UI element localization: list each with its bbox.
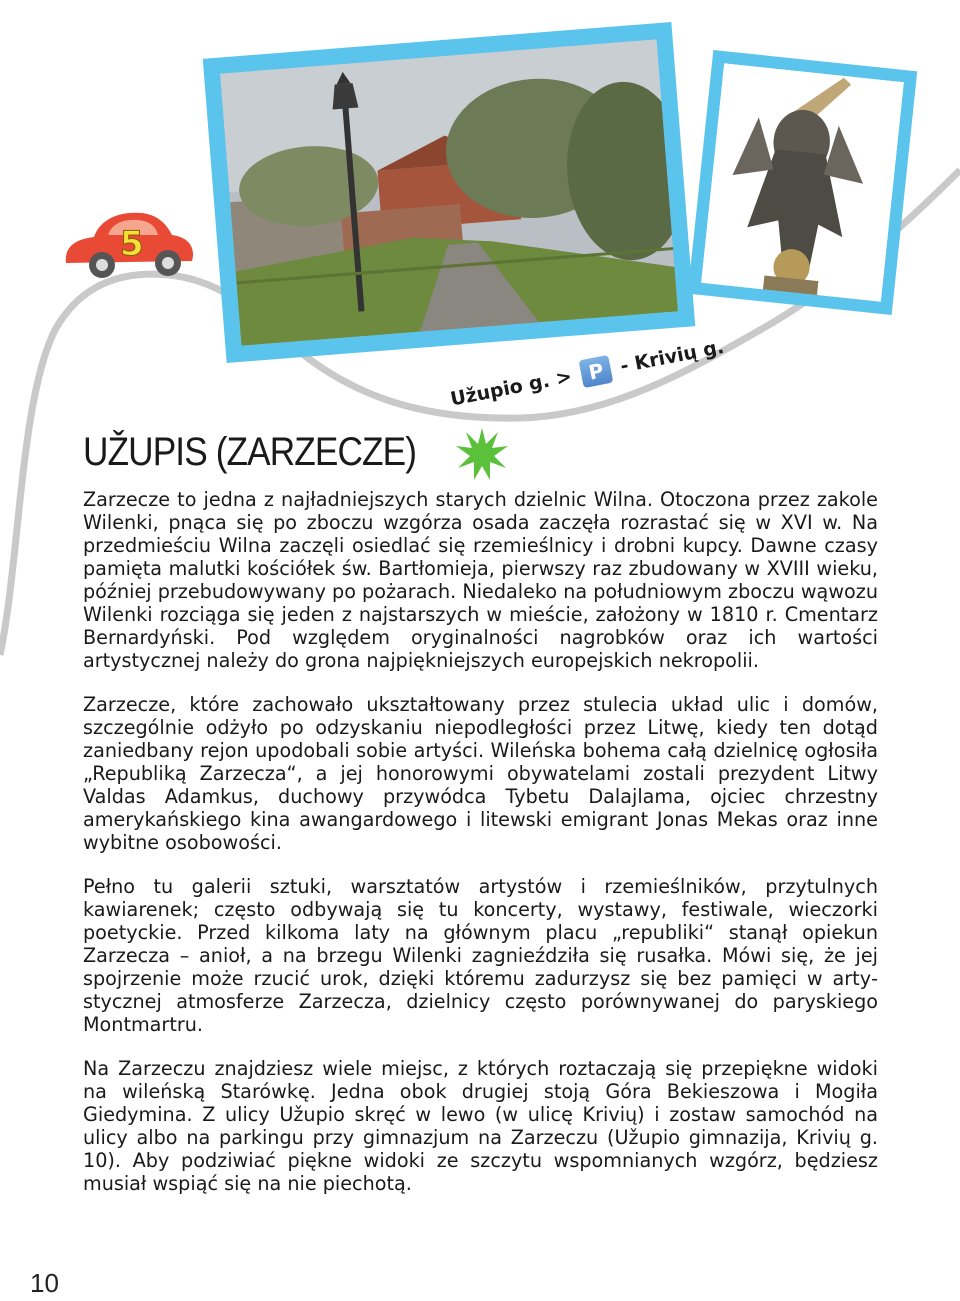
article-body xyxy=(83,488,878,1216)
photo-street-frame xyxy=(203,22,695,363)
star-icon xyxy=(454,426,510,482)
photo-angel-frame xyxy=(688,50,917,315)
paragraph: Na Zarzeczu znajdziesz wiele miejsc, z których roztaczają się przepiękne widoki na wileńską Starówkę. Jedna obok drugiej stoją Góra Bekieszowa i Mogiła Giedymina. Z ulicy Užupio skręć w lewo (w ulicę Krivių) i zostaw samochód na ulicy albo na parkingu przy gimnazjum na Zarzeczu (Užupio gimnazija, Krivių g. 10). Aby podziwiać piękne widoki ze szczytu wspomnianych wzgórz, będziesz musiał wspiąć się na nie piechotą. xyxy=(83,1057,878,1195)
paragraph: Zarzecze, które zachowało ukształtowany przez stulecia układ ulic i domów, szczególnie odżyło po odzyskaniu niepodległości przez Litwę, kiedy ten dotąd zaniedbany rejon upodobali sobie artyści. Wileńska bohema całą dzielnicę ogłosiła „Republiką Zarzecza“, a jej honorowymi obywatelami zostali prezydent Litwy Valdas Adamkus, duchowy przywódca Tybetu Dalajlama, ojciec chrzestny amerykańskiego kina awangardowego i litewski emigrant Jonas Mekas oraz inne wybitne osobowości. xyxy=(83,693,878,854)
title-row xyxy=(83,422,510,482)
page-number: 10 xyxy=(30,1268,59,1298)
angel-statue-photo xyxy=(701,63,904,302)
page-title: UŽUPIS (ZARZECZE) xyxy=(83,429,417,474)
paragraph: Zarzecze to jedna z najładniejszych starych dzielnic Wilna. Otoczona przez zakole Wilenki, pnąca się po zboczu wzgórza osada zaczęła rozrastać się w XVI w. Na przedmieściu Wilna zaczęli osiedlać się rzemieślnicy i drobni kupcy. Dawne czasy pamięta malutki kościółek św. Bartłomieja, pierwszy raz zbudowany w XVIII wieku, później przebudowywany po pożarach. Niedaleko na południowym zboczu wąwozu Wilenki rozciąga się jeden z najstarszych w mieście, założony w 1810 r. Cmentarz Bernardyński. Pod względem oryginalności nagrobków oraz ich wartości artystycznej należy do grona najpiękniejszych europejskich nekropolii. xyxy=(83,488,878,672)
paragraph: Pełno tu galerii sztuki, warsztatów artystów i rzemieślników, przytulnych kawiarenek; często odbywają się tu koncerty, wystawy, festiwale, wieczorki poetyckie. Przed kilkoma laty na głównym placu „republiki“ stanął opiekun Zarzecza – anioł, a na brzegu Wilenki zagnieździła się rusałka. Mówi się, że jej spojrzenie może rzucić urok, dzięki któremu zadurzysz się bez pamięci w artystycznej atmosferze Zarzecza, dzielnicy często porównywanej do paryskiego Montmartru. xyxy=(83,875,878,1036)
street-photo xyxy=(220,39,678,346)
car-number: 5 xyxy=(120,224,144,264)
street-from: Užupio g. > xyxy=(448,365,574,411)
street-to: - Krivių g. xyxy=(618,335,726,378)
car-number-icon xyxy=(60,205,200,285)
parking-icon: P xyxy=(579,355,614,388)
